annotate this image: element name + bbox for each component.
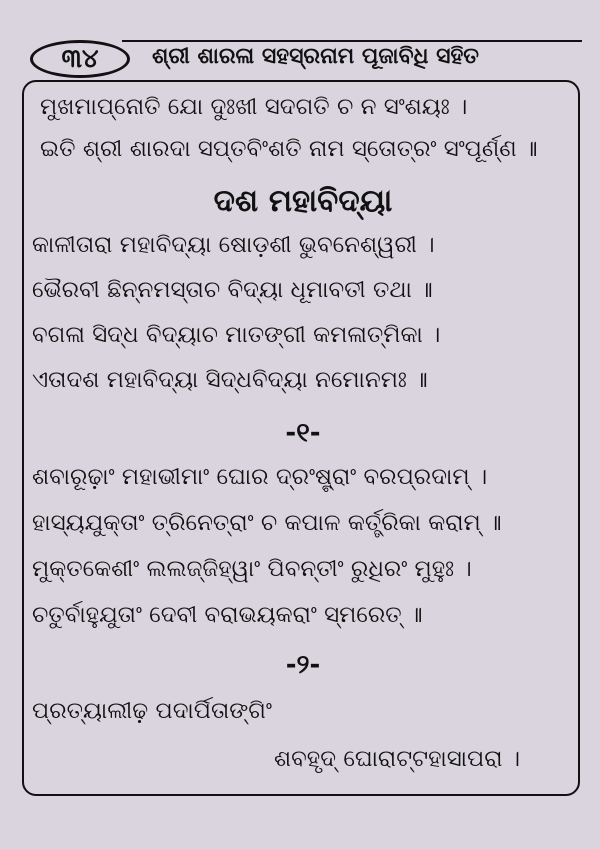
verse-line: କାଳୀତାରା ମହାବିଦ୍ୟା ଷୋଡ଼ଶୀ ଭୁବନେଶ୍ୱରୀ । — [32, 232, 435, 258]
verse-line: ମୁକ୍ତକେଶୀଂ ଲଲଜ୍ଜିହ୍ୱାଂ ପିବନ୍ତୀଂ ରୁଧିରଂ ମୁହୁଃ । — [32, 556, 472, 582]
header-rule — [122, 40, 582, 42]
verse-line: ଚତୁର୍ବାହୁଯୁତାଂ ଦେବୀ ବରାଭୟକରାଂ ସ୍ମରେତ୍ ॥ — [32, 602, 423, 628]
verse-line: ବଗଳା ସିଦ୍ଧ ବିଦ୍ୟାଚ ମାତଙ୍ଗୀ କମଳାତ୍ମିକା । — [32, 322, 441, 348]
verse-line: ଶବାରୂଢ଼ାଂ ମହାଭୀମାଂ ଘୋର ଦ୍ରଂଷ୍ଟ୍ରାଂ ବରପ୍ରଦାମ୍ । — [32, 464, 488, 490]
intro-line: ମୁଖମାପ୍ନୋତି ଯୋ ଦୁଃଖୀ ସଦଗତି ଚ ନ ସଂଶୟଃ । — [40, 94, 468, 120]
verse-line: ପ୍ରତ୍ୟାଲୀଢ଼ ପଦାର୍ପିତାଙ୍ଗିଂ — [32, 698, 272, 724]
verse-line: ଏତାଦଶ ମହାବିଦ୍ୟା ସିଦ୍ଧବିଦ୍ୟା ନମୋନମଃ ॥ — [32, 367, 428, 393]
verse-number: -୧- — [285, 418, 321, 448]
intro-line: ଇତି ଶ୍ରୀ ଶାରଦା ସପ୍ତବିଂଶତି ନାମ ସ୍ତୋତ୍ରଂ ସଂପୂର୍ଣ୍ଣ ॥ — [40, 136, 538, 162]
verse-number: -୨- — [285, 650, 321, 680]
page-header — [22, 36, 582, 76]
page-number: ୩୪ — [30, 40, 130, 78]
verse-line: ହାସ୍ୟଯୁକ୍ତାଂ ତ୍ରିନେତ୍ରାଂ ଚ କପାଳ କର୍ତ୍ତ୍ରିକା କରାମ୍ ॥ — [32, 510, 502, 536]
running-title: ଶ୍ରୀ ଶାରଳା ସହସ୍ରନାମ ପୂଜାବିଧି ସହିତ — [152, 44, 479, 69]
verse-line: ଶବହୃଦ୍ ଘୋରାଟ୍ଟହାସାପରା । — [274, 746, 521, 772]
text-frame — [22, 80, 580, 796]
verse-line: ଭୈରବୀ ଛିନ୍ନମସ୍ତାଚ ବିଦ୍ୟା ଧୂମାବତୀ ତଥା ॥ — [32, 277, 433, 303]
section-heading: ଦଶ ମହାବିଦ୍ୟା — [213, 183, 393, 219]
